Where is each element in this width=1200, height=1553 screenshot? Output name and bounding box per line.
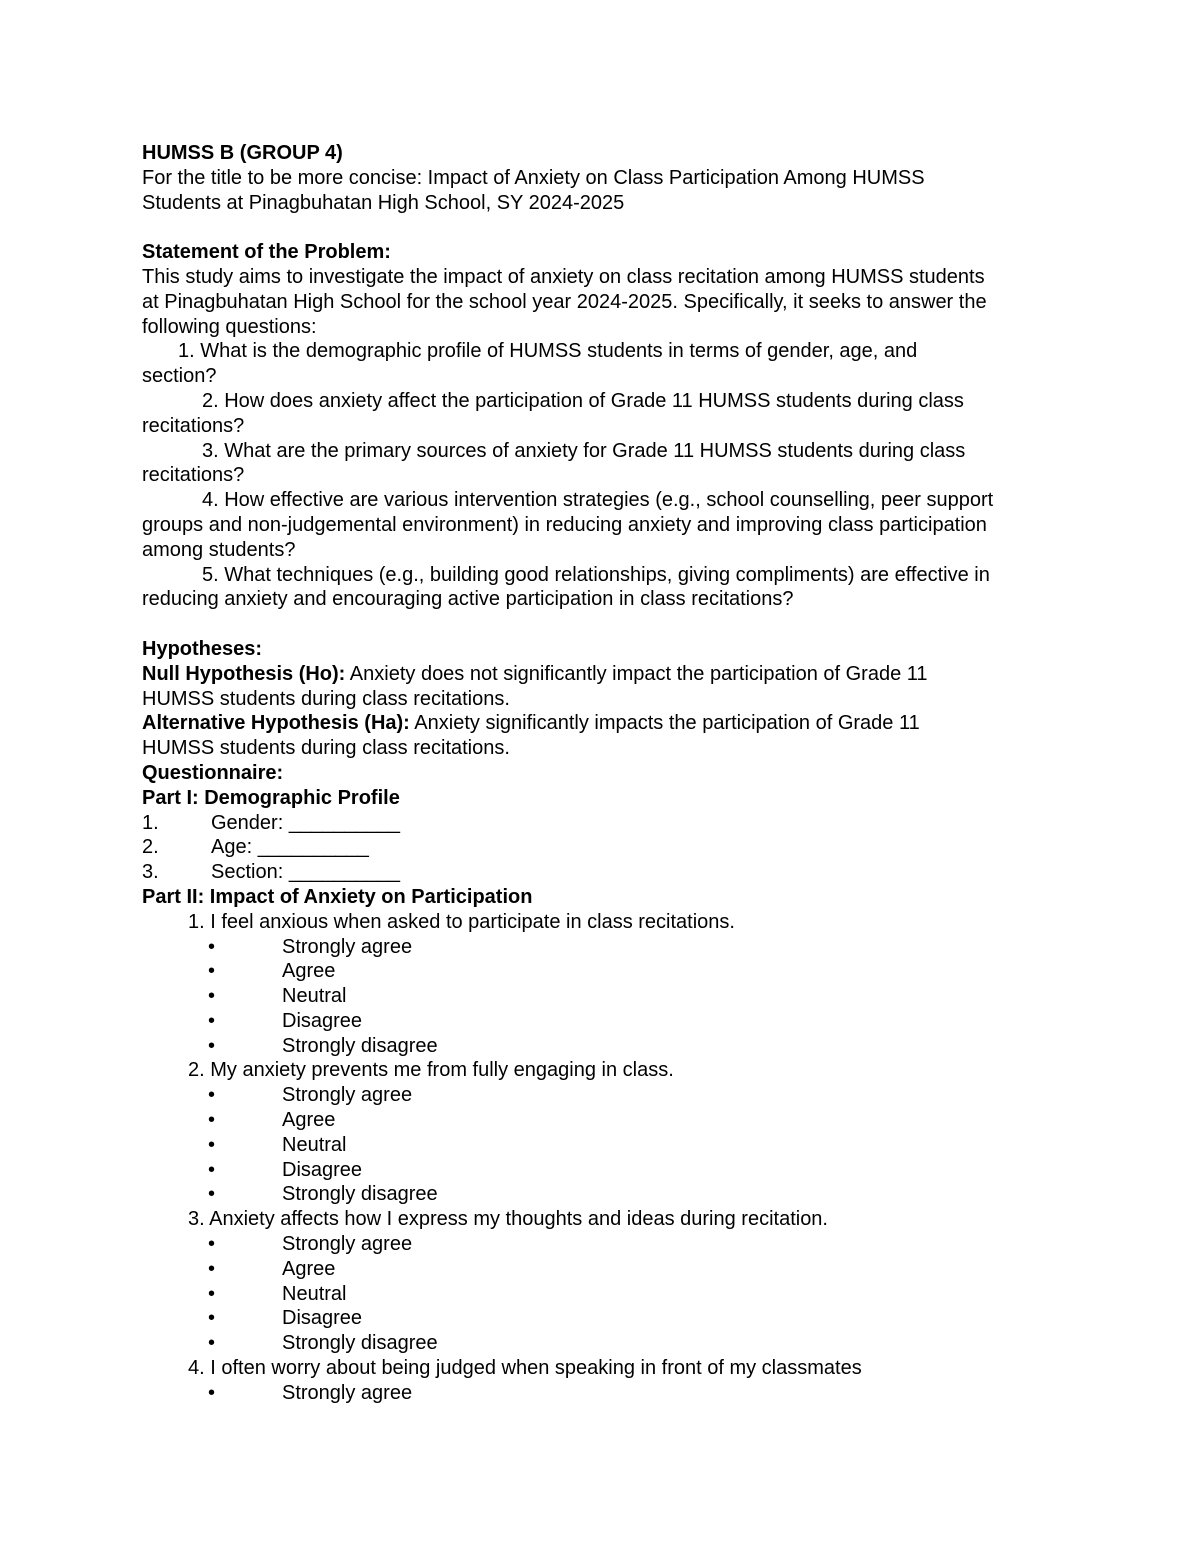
alt-hypothesis-label: Alternative Hypothesis (Ha): bbox=[142, 712, 410, 735]
alt-hypothesis bbox=[142, 711, 1072, 736]
bullet-icon: • bbox=[208, 1133, 216, 1156]
part2-heading: Part II: Impact of Anxiety on Participation bbox=[142, 885, 533, 908]
questionnaire-heading: Questionnaire: bbox=[142, 761, 284, 784]
null-hypothesis bbox=[142, 662, 1072, 687]
field-label: Gender: __________ bbox=[211, 811, 401, 834]
bullet-icon: • bbox=[208, 1307, 216, 1330]
alt-hypothesis-text: Anxiety significantly impacts the participation of Grade 11 bbox=[409, 712, 920, 735]
field-number: 2. bbox=[142, 836, 159, 859]
question-item: 4. I often worry about being judged when speaking in front of my classmates bbox=[188, 1357, 862, 1380]
option-row bbox=[142, 1282, 1072, 1307]
option-row bbox=[142, 1182, 1072, 1207]
document-page bbox=[142, 141, 1072, 1406]
option-row bbox=[142, 1306, 1072, 1331]
option-label: Disagree bbox=[282, 1307, 363, 1330]
bullet-icon: • bbox=[208, 1109, 216, 1132]
option-row bbox=[142, 1009, 1072, 1034]
demographic-field bbox=[142, 860, 1072, 885]
field-number: 3. bbox=[142, 861, 159, 884]
bullet-icon: • bbox=[208, 1009, 216, 1032]
question-item: 3. Anxiety affects how I express my thoughts and ideas during recitation. bbox=[188, 1208, 828, 1231]
bullet-icon: • bbox=[208, 1183, 216, 1206]
bullet-icon: • bbox=[208, 1257, 216, 1280]
option-row bbox=[142, 1381, 1072, 1406]
option-label: Strongly agree bbox=[282, 1381, 413, 1404]
hypotheses-heading: Hypotheses: bbox=[142, 637, 263, 660]
option-row bbox=[142, 1158, 1072, 1183]
bullet-icon: • bbox=[208, 935, 216, 958]
question-item: 2. My anxiety prevents me from fully engaging in class. bbox=[188, 1059, 674, 1082]
group-heading: HUMSS B (GROUP 4) bbox=[142, 142, 343, 164]
demographic-field bbox=[142, 811, 1072, 836]
option-label: Agree bbox=[282, 960, 336, 983]
option-label: Strongly agree bbox=[282, 1084, 413, 1107]
option-row bbox=[142, 1257, 1072, 1282]
problem-intro-line: following questions: bbox=[142, 315, 317, 338]
field-number: 1. bbox=[142, 811, 159, 834]
option-label: Disagree bbox=[282, 1158, 363, 1181]
bullet-icon: • bbox=[208, 1381, 216, 1404]
option-label: Strongly disagree bbox=[282, 1332, 438, 1355]
option-label: Strongly disagree bbox=[282, 1034, 438, 1057]
option-label: Disagree bbox=[282, 1009, 363, 1032]
questionnaire-items bbox=[142, 910, 1072, 1406]
research-question-4-cont: groups and non-judgemental environment) in reducing anxiety and improving class participation bbox=[142, 513, 987, 536]
problem-heading: Statement of the Problem: bbox=[142, 241, 391, 264]
option-label: Neutral bbox=[282, 1282, 347, 1305]
option-label: Strongly agree bbox=[282, 935, 413, 958]
option-label: Neutral bbox=[282, 985, 347, 1008]
option-row bbox=[142, 1083, 1072, 1108]
problem-intro-line: This study aims to investigate the impact of anxiety on class recitation among HUMSS students bbox=[142, 265, 985, 288]
research-question-4: 4. How effective are various intervention strategies (e.g., school counselling, peer support bbox=[202, 489, 994, 512]
spacer bbox=[142, 612, 1072, 637]
field-label: Section: __________ bbox=[211, 861, 401, 884]
bullet-icon: • bbox=[208, 1282, 216, 1305]
field-label: Age: __________ bbox=[211, 836, 369, 859]
option-row bbox=[142, 984, 1072, 1009]
option-row bbox=[142, 935, 1072, 960]
option-label: Agree bbox=[282, 1109, 336, 1132]
option-row bbox=[142, 1133, 1072, 1158]
spacer bbox=[142, 215, 1072, 240]
option-label: Strongly disagree bbox=[282, 1183, 438, 1206]
option-label: Neutral bbox=[282, 1133, 347, 1156]
bullet-icon: • bbox=[208, 1332, 216, 1355]
option-label: Agree bbox=[282, 1257, 336, 1280]
research-question-4-cont: among students? bbox=[142, 538, 296, 561]
option-row bbox=[142, 1331, 1072, 1356]
null-hypothesis-text: Anxiety does not significantly impact the participation of Grade 11 bbox=[345, 662, 928, 685]
research-question-2-cont: recitations? bbox=[142, 414, 245, 437]
research-question-1: 1. What is the demographic profile of HUMSS students in terms of gender, age, and bbox=[178, 340, 918, 363]
option-label: Strongly agree bbox=[282, 1233, 413, 1256]
problem-intro-line: at Pinagbuhatan High School for the school year 2024-2025. Specifically, it seeks to answer the bbox=[142, 290, 987, 313]
option-row bbox=[142, 959, 1072, 984]
research-question-2: 2. How does anxiety affect the participation of Grade 11 HUMSS students during class bbox=[202, 389, 964, 412]
title-line: For the title to be more concise: Impact of Anxiety on Class Participation Among HUMSS bbox=[142, 166, 925, 189]
title-line: Students at Pinagbuhatan High School, SY 2024-2025 bbox=[142, 191, 625, 214]
option-row bbox=[142, 1108, 1072, 1133]
bullet-icon: • bbox=[208, 1034, 216, 1057]
research-question-5-cont: reducing anxiety and encouraging active participation in class recitations? bbox=[142, 588, 794, 611]
bullet-icon: • bbox=[208, 1158, 216, 1181]
question-item: 1. I feel anxious when asked to participate in class recitations. bbox=[188, 910, 735, 933]
option-row bbox=[142, 1232, 1072, 1257]
null-hypothesis-label: Null Hypothesis (Ho): bbox=[142, 662, 346, 685]
research-question-3: 3. What are the primary sources of anxiety for Grade 11 HUMSS students during class bbox=[202, 439, 966, 462]
bullet-icon: • bbox=[208, 960, 216, 983]
part1-heading: Part I: Demographic Profile bbox=[142, 786, 400, 809]
bullet-icon: • bbox=[208, 1084, 216, 1107]
option-row bbox=[142, 1034, 1072, 1059]
research-question-1-cont: section? bbox=[142, 365, 217, 388]
null-hypothesis-cont: HUMSS students during class recitations. bbox=[142, 687, 510, 710]
research-question-5: 5. What techniques (e.g., building good relationships, giving compliments) are effective in bbox=[202, 563, 990, 586]
bullet-icon: • bbox=[208, 1233, 216, 1256]
demographic-field bbox=[142, 835, 1072, 860]
alt-hypothesis-cont: HUMSS students during class recitations. bbox=[142, 737, 510, 760]
bullet-icon: • bbox=[208, 985, 216, 1008]
research-question-3-cont: recitations? bbox=[142, 464, 245, 487]
